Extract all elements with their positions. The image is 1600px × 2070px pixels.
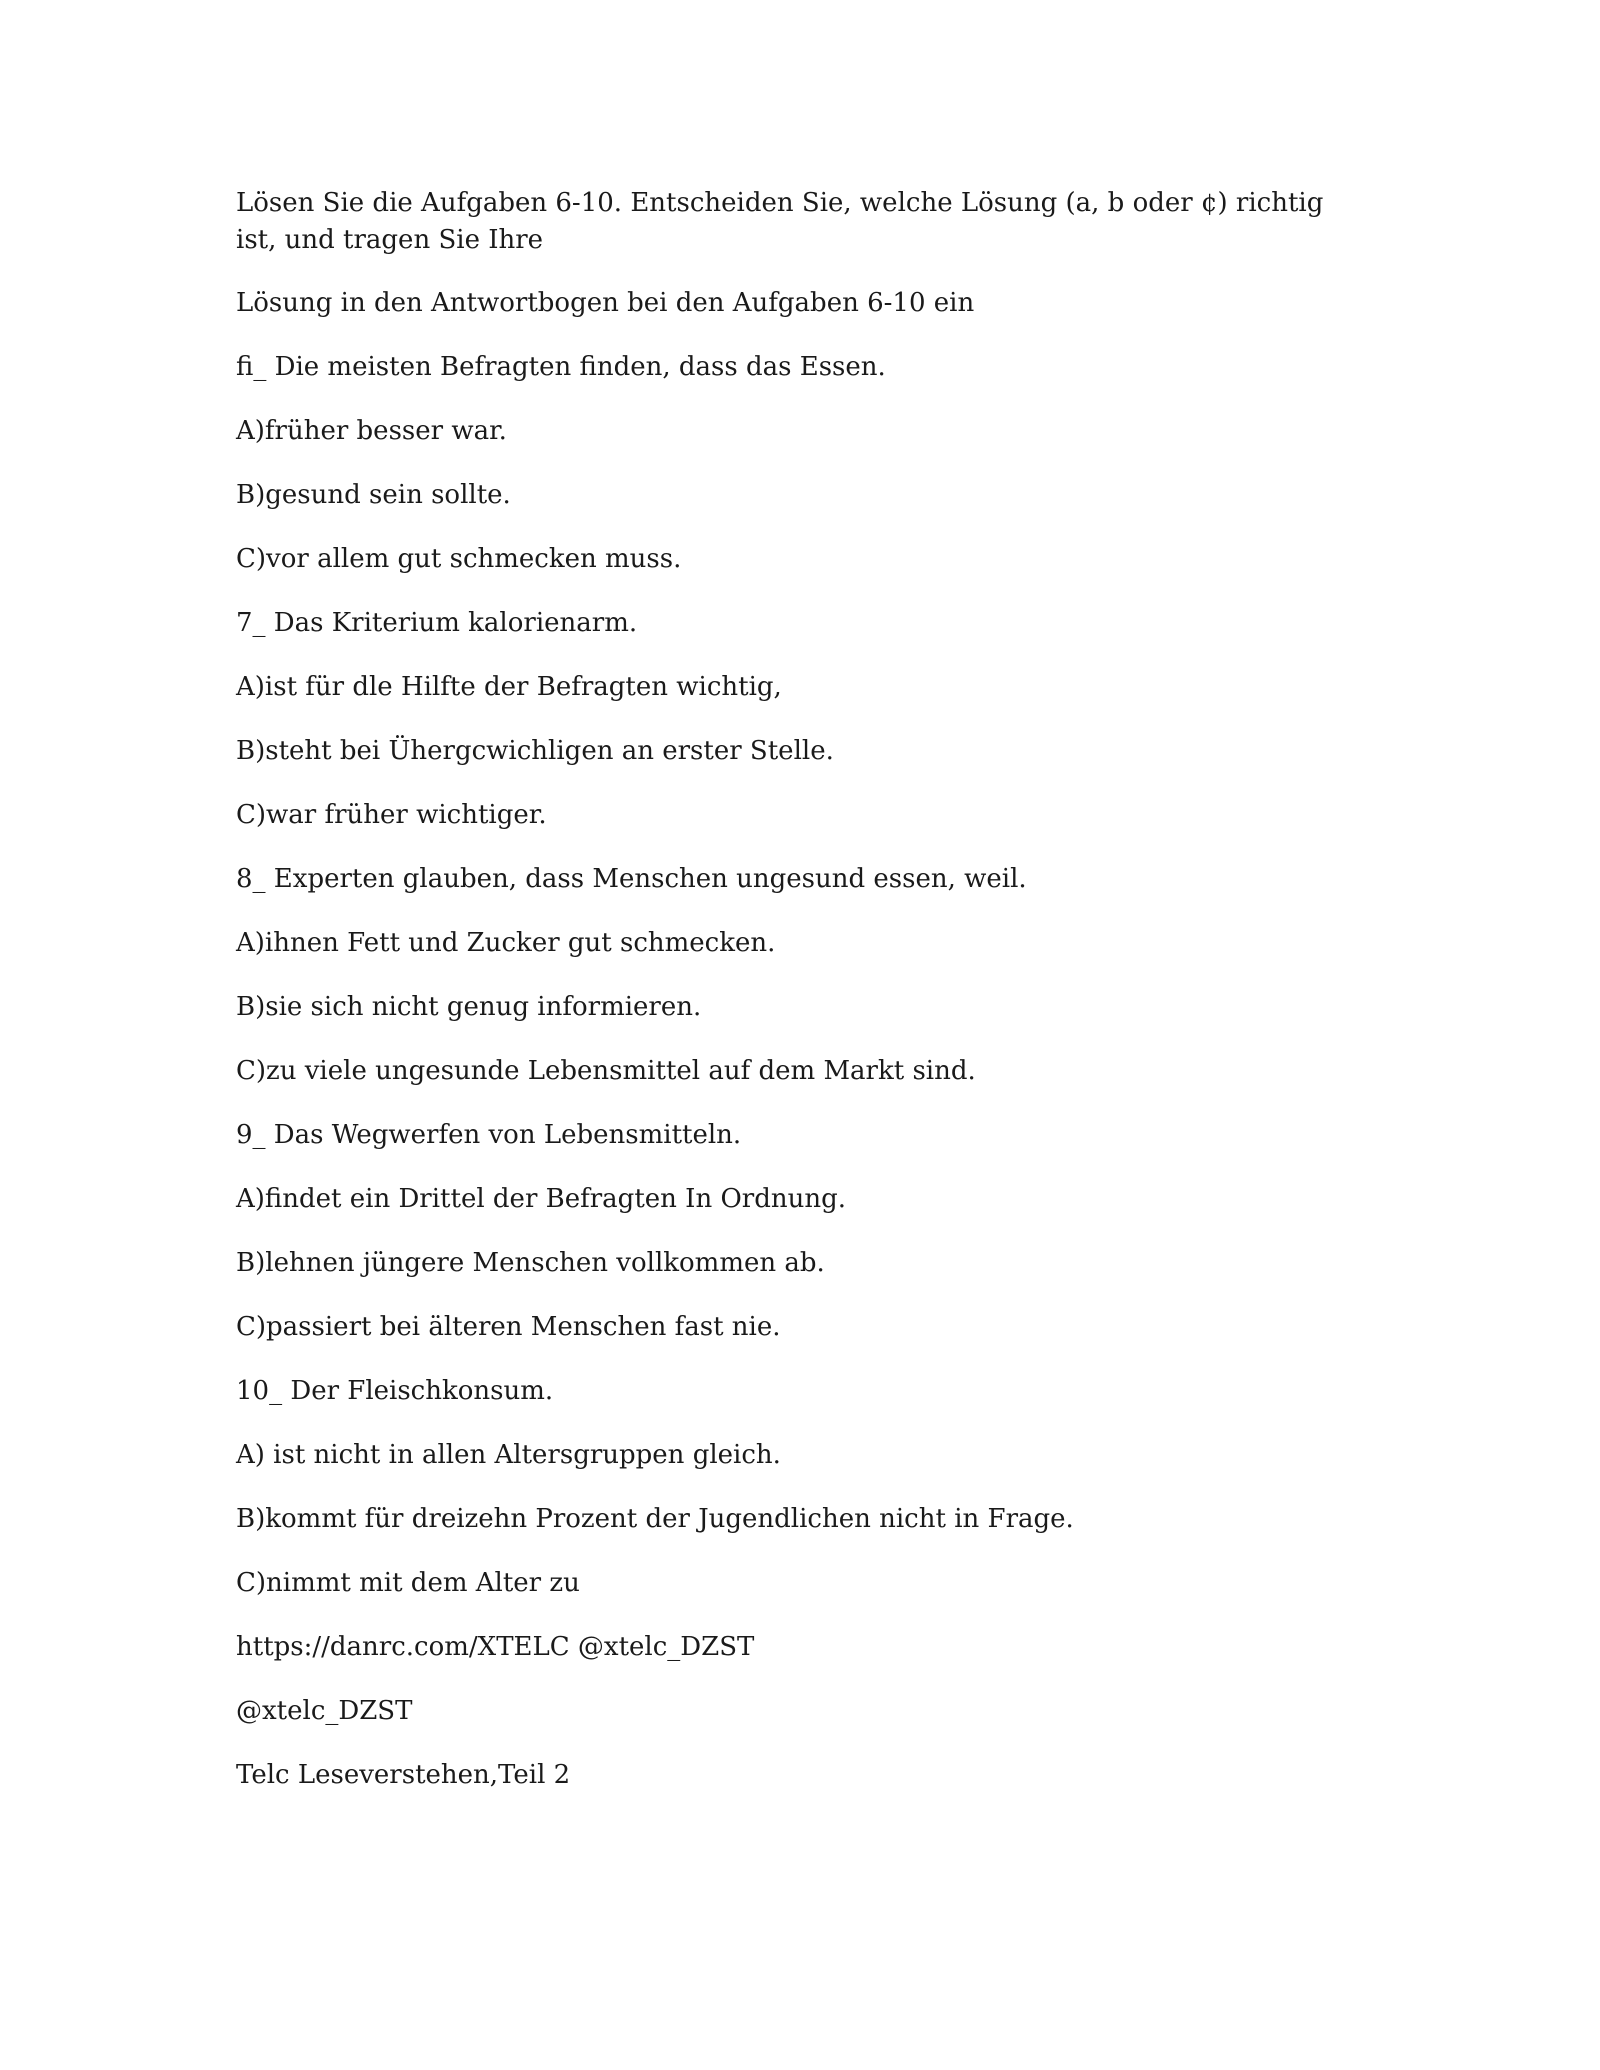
question-6-option-c: C)vor allem gut schmecken muss. bbox=[236, 544, 682, 574]
question-9-option-b: B)lehnen jüngere Menschen vollkommen ab. bbox=[236, 1248, 825, 1278]
question-9-option-a: A)findet ein Drittel der Befragten In Ordnung. bbox=[236, 1184, 846, 1214]
question-8-stem: 8_ Experten glauben, dass Menschen ungesund essen, weil. bbox=[236, 864, 1027, 894]
question-7-option-c: C)war früher wichtiger. bbox=[236, 800, 547, 830]
question-9-stem: 9_ Das Wegwerfen von Lebensmitteln. bbox=[236, 1120, 742, 1150]
question-10-option-c: C)nimmt mit dem Alter zu bbox=[236, 1568, 580, 1598]
instructions-continuation: Lösung in den Antwortbogen bei den Aufgaben 6-10 ein bbox=[236, 288, 975, 318]
question-10-option-b: B)kommt für dreizehn Prozent der Jugendlichen nicht in Frage. bbox=[236, 1504, 1074, 1534]
question-8-option-a: A)ihnen Fett und Zucker gut schmecken. bbox=[236, 928, 776, 958]
document-body bbox=[236, 185, 1366, 1794]
question-8-option-b: B)sie sich nicht genug informieren. bbox=[236, 992, 702, 1022]
question-10-stem: 10_ Der Fleischkonsum. bbox=[236, 1376, 554, 1406]
question-8-option-c: C)zu viele ungesunde Lebensmittel auf dem Markt sind. bbox=[236, 1056, 976, 1086]
question-10-option-a: A) ist nicht in allen Altersgruppen gleich. bbox=[236, 1440, 781, 1470]
question-7-option-a: A)ist für dle Hilfte der Befragten wichtig, bbox=[236, 672, 782, 702]
footer-handle-text: @xtelc_DZST bbox=[236, 1696, 413, 1726]
question-9-option-c: C)passiert bei älteren Menschen fast nie. bbox=[236, 1312, 781, 1342]
question-7-stem: 7_ Das Kriterium kalorienarm. bbox=[236, 608, 638, 638]
question-6-option-b: B)gesund sein sollte. bbox=[236, 480, 511, 510]
question-6-stem: fi_ Die meisten Befragten finden, dass das Essen. bbox=[236, 352, 886, 382]
footer-link-text: https://danrc.com/XTELC @xtelc_DZST bbox=[236, 1632, 755, 1662]
footer-section-title: Telc Leseverstehen,Teil 2 bbox=[236, 1760, 571, 1790]
instructions-text: Lösen Sie die Aufgaben 6-10. Entscheiden Sie, welche Lösung (a, b oder ¢) richtig ist, und tragen Sie Ihre bbox=[236, 188, 1332, 255]
question-6-option-a: A)früher besser war. bbox=[236, 416, 507, 446]
question-7-option-b: B)steht bei Ühergcwichligen an erster Stelle. bbox=[236, 736, 834, 766]
